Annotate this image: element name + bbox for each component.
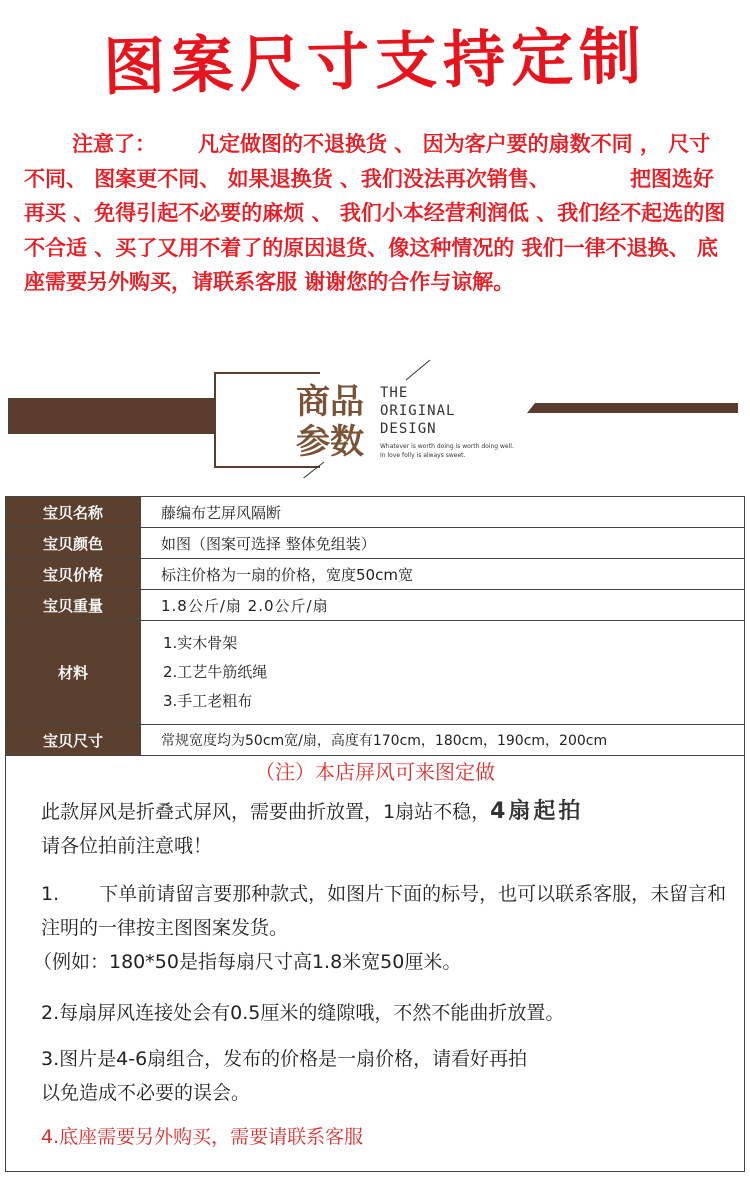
blank-mask [550,162,630,197]
info-paragraph-3: 2.每扇屏风连接处会有0.5厘米的缝隙哦，不然不能曲折放置。 [41,1002,565,1024]
params-table [5,496,745,756]
info-title: （注）本店屏风可来图定做 [255,760,495,784]
info-paragraph-4: 3.图片是4-6扇组合，发布的价格是一扇价格，请看好再拍 以免造成不必要的误会。 [41,1048,528,1104]
material-item: 3.手工老粗布 [163,692,253,710]
param-key: 宝贝颜色 [6,528,141,559]
info-box [5,745,745,1172]
param-value: 藤编布艺屏风隔断 [141,497,745,528]
header-en-title: THE ORIGINAL DESIGN [380,385,456,437]
notice-paragraph [24,127,730,300]
blank-mask [156,127,198,162]
material-item: 1.实木骨架 [163,634,238,652]
info-paragraph-2: 1. 下单前请留言要那种款式，如图片下面的标号，也可以联系客服，未留言和注明的一律按主图图案发货。 （例如：180*50是指每扇尺寸高1.8米宽50厘米。 [41,877,741,979]
notice-body-2: 把图选好再买 、免得引起不必要的麻烦 、 我们小本经营利润低 、我们经不起选的图不合适 、买了又用不着了的原因退货、像这种情况的 我们一律不退换、 底座需要另外购买，请联系客服 谢谢您的合作与谅解。 [24,166,726,294]
table-row [6,528,745,559]
param-value: 如图（图案可选择 整体免组装） [141,528,745,559]
table-row [6,559,745,590]
blank-mask [24,127,72,162]
section-header [0,358,750,478]
header-bar-right [535,403,738,413]
param-value: 1.8公斤/扇 2.0公斤/扇 [141,590,745,621]
table-row [6,621,745,725]
blank-mask [59,881,99,909]
header-bar-right-tip [527,403,535,413]
material-item: 2.工艺牛筋纸绳 [163,663,268,681]
param-key: 宝贝尺寸 [6,725,141,756]
page-title: 图案尺寸支持定制 [102,19,648,104]
param-value-list [141,621,745,725]
min-order-highlight: 4扇起拍 [490,799,584,824]
notice-lead: 注意了： [72,132,156,156]
param-key: 材料 [6,621,141,725]
param-key: 宝贝价格 [6,559,141,590]
header-cn-title: 商品 参数 [296,382,364,462]
table-row [6,590,745,621]
info-paragraph-1: 此款屏风是折叠式屏风，需要曲折放置，1扇站不稳，4扇起拍 请各位拍前注意哦！ [41,799,584,857]
param-key: 宝贝名称 [6,497,141,528]
notice-body-1: 凡定做图的不退换货 、 因为客户要的扇数不同 ， 尺寸不同、 图案更不同、 如果退换货 、我们没法再次销售、 [24,132,711,191]
param-key: 宝贝重量 [6,590,141,621]
table-row [6,497,745,528]
header-tagline: Whatever is worth doing is worth doing well. In love folly is always sweet. [380,443,514,459]
param-value: 标注价格为一扇的价格，宽度50cm宽 [141,559,745,590]
param-value: 常规宽度均为50cm宽/扇，高度有170cm，180cm，190cm，200cm [141,725,745,756]
info-paragraph-5: 4.底座需要另外购买，需要请联系客服 [41,1126,364,1148]
